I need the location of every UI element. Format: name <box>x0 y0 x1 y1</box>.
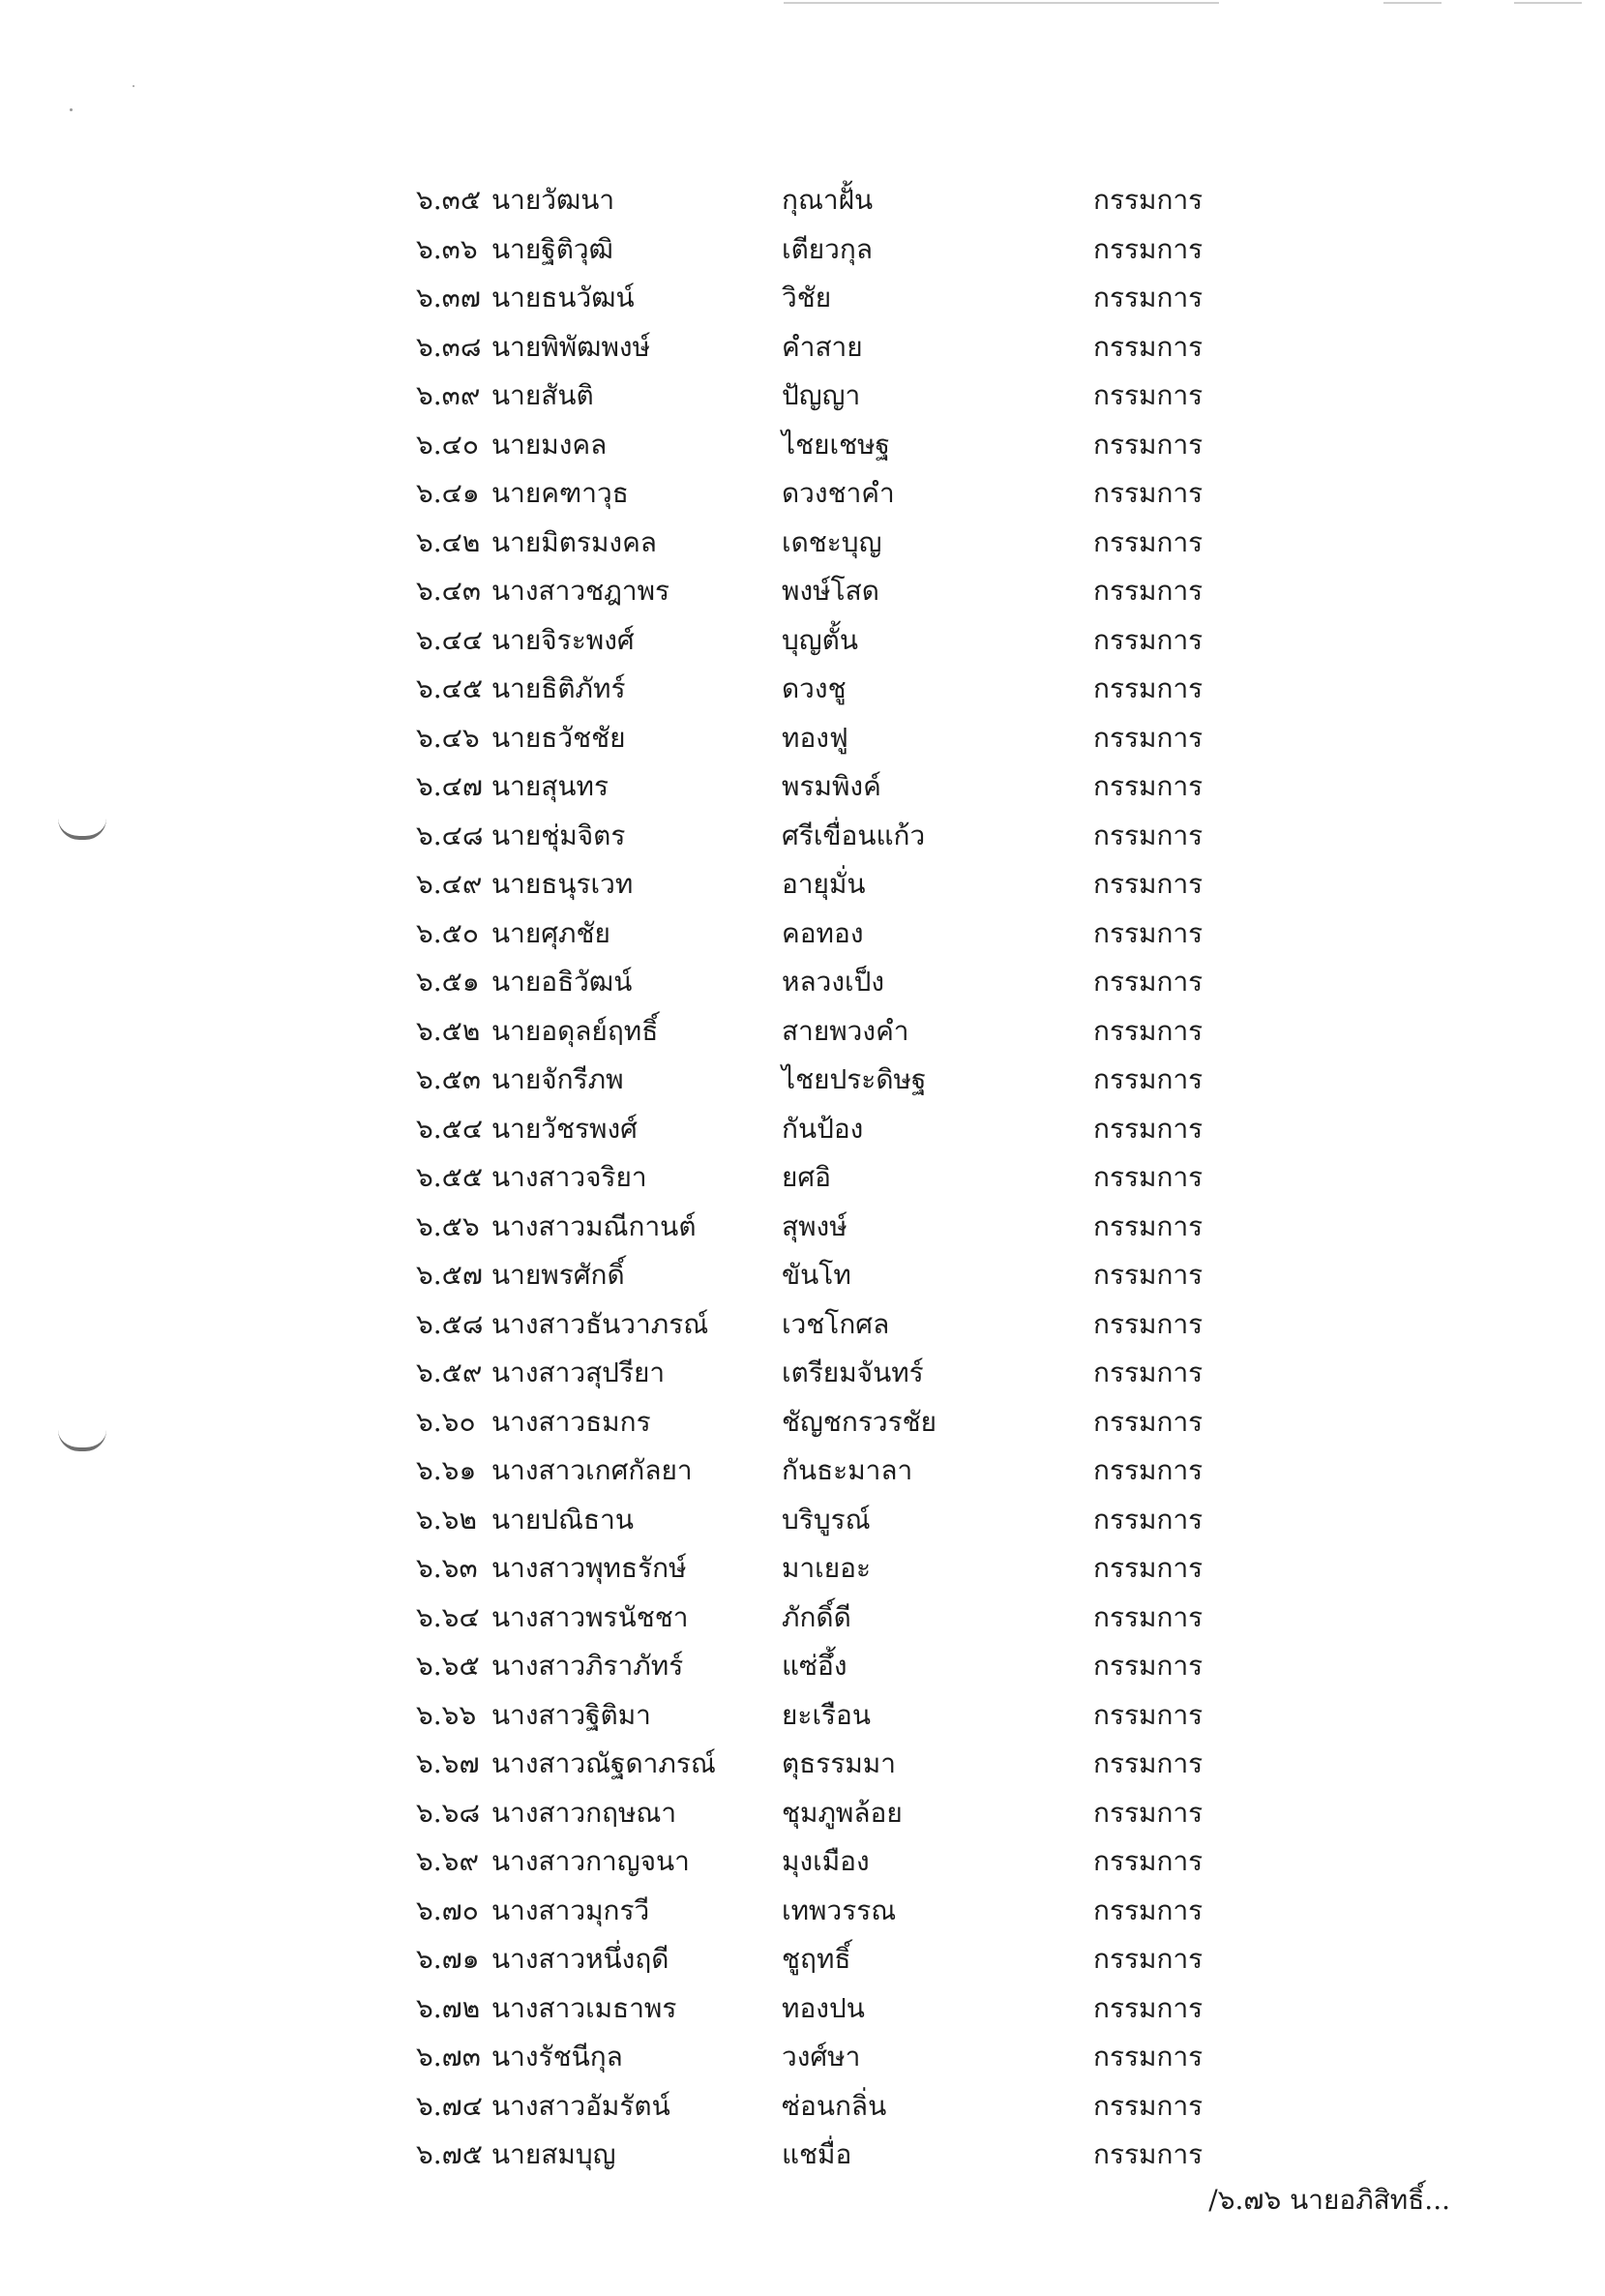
member-row <box>416 421 1287 470</box>
member-row <box>416 176 1287 225</box>
member-row <box>416 1056 1287 1105</box>
member-role: กรรมการ <box>1093 623 1204 656</box>
member-row <box>416 958 1287 1007</box>
member-last-name: แชมื่อ <box>782 2138 852 2171</box>
member-number: ๖.๕๓ <box>416 1063 482 1096</box>
member-number: ๖.๗๑ <box>416 1943 480 1976</box>
member-first-name: นายสุนทร <box>491 770 609 803</box>
member-number: ๖.๗๕ <box>416 2138 483 2171</box>
member-number: ๖.๔๕ <box>416 672 484 705</box>
member-row <box>416 1887 1287 1936</box>
member-row <box>416 1007 1287 1057</box>
member-last-name: ไชยประดิษฐ <box>782 1063 927 1096</box>
member-last-name: ศรีเขื่อนแก้ว <box>782 819 926 851</box>
member-first-name: นางสาวชฎาพร <box>491 575 670 608</box>
member-number: ๖.๗๒ <box>416 1991 481 2024</box>
member-number: ๖.๖๕ <box>416 1650 480 1683</box>
member-role: กรรมการ <box>1093 819 1204 851</box>
member-role: กรรมการ <box>1093 1161 1204 1194</box>
member-number: ๖.๕๔ <box>416 1112 484 1145</box>
member-role: กรรมการ <box>1093 2089 1204 2122</box>
member-last-name: วิชัย <box>782 282 832 314</box>
member-first-name: นางสาวจริยา <box>491 1161 647 1194</box>
member-last-name: ชัญชกรวรชัย <box>782 1405 937 1438</box>
member-row <box>416 1594 1287 1643</box>
member-number: ๖.๕๒ <box>416 1014 481 1047</box>
member-role: กรรมการ <box>1093 1014 1204 1047</box>
member-last-name: สุพงษ์ <box>782 1209 847 1242</box>
member-last-name: กันธะมาลา <box>782 1454 913 1487</box>
member-role: กรรมการ <box>1093 184 1204 217</box>
member-role: กรรมการ <box>1093 916 1204 949</box>
member-first-name: นางสาวพุทธรักษ์ <box>491 1552 687 1585</box>
member-last-name: ตุธรรมมา <box>782 1747 896 1780</box>
member-number: ๖.๓๙ <box>416 379 481 412</box>
member-first-name: นางสาวมณีกานต์ <box>491 1209 697 1242</box>
member-row <box>416 1153 1287 1203</box>
member-number: ๖.๔๔ <box>416 623 484 656</box>
member-number: ๖.๖๔ <box>416 1600 480 1633</box>
member-role: กรรมการ <box>1093 1209 1204 1242</box>
member-role: กรรมการ <box>1093 1357 1204 1389</box>
member-role: กรรมการ <box>1093 1405 1204 1438</box>
member-number: ๖.๔๖ <box>416 721 480 754</box>
member-role: กรรมการ <box>1093 330 1204 363</box>
member-first-name: นางสาวมุกรวี <box>491 1893 650 1926</box>
scan-edge-line <box>1514 2 1582 4</box>
member-number: ๖.๕๑ <box>416 966 480 999</box>
member-role: กรรมการ <box>1093 525 1204 558</box>
member-last-name: ชุมภูพล้อย <box>782 1796 903 1829</box>
member-first-name: นางสาวพรนัชชา <box>491 1600 689 1633</box>
member-first-name: นางรัชนีกุล <box>491 2041 623 2073</box>
member-row <box>416 1203 1287 1252</box>
member-number: ๖.๗๔ <box>416 2089 483 2122</box>
member-last-name: บุญตั้น <box>782 623 858 656</box>
member-number: ๖.๔๐ <box>416 428 479 461</box>
scan-speck <box>70 108 73 111</box>
member-first-name: นายธนวัฒน์ <box>491 282 635 314</box>
member-role: กรรมการ <box>1093 428 1204 461</box>
member-number: ๖.๖๑ <box>416 1454 477 1487</box>
member-role: กรรมการ <box>1093 1893 1204 1926</box>
member-number: ๖.๕๙ <box>416 1357 483 1389</box>
member-role: กรรมการ <box>1093 477 1204 510</box>
member-row <box>416 2033 1287 2082</box>
member-role: กรรมการ <box>1093 1307 1204 1340</box>
member-first-name: นางสาวเมธาพร <box>491 1991 677 2024</box>
member-first-name: นายอธิวัฒน์ <box>491 966 633 999</box>
member-number: ๖.๔๑ <box>416 477 480 510</box>
member-number: ๖.๖๓ <box>416 1552 478 1585</box>
member-first-name: นายพิพัฒพงษ์ <box>491 330 651 363</box>
member-role: กรรมการ <box>1093 232 1204 265</box>
member-first-name: นายสมบุญ <box>491 2138 616 2171</box>
member-role: กรรมการ <box>1093 282 1204 314</box>
member-first-name: นายธวัชชัย <box>491 721 626 754</box>
member-number: ๖.๖๐ <box>416 1405 476 1438</box>
member-role: กรรมการ <box>1093 721 1204 754</box>
member-role: กรรมการ <box>1093 2138 1204 2171</box>
member-first-name: นางสาวเกศกัลยา <box>491 1454 693 1487</box>
member-row <box>416 812 1287 861</box>
member-first-name: นายชุ่มจิตร <box>491 819 626 851</box>
member-number: ๖.๗๐ <box>416 1893 479 1926</box>
member-first-name: นายสันติ <box>491 379 594 412</box>
member-first-name: นายคฑาวุธ <box>491 477 629 510</box>
member-last-name: ซ่อนกลิ่น <box>782 2089 887 2122</box>
member-row <box>416 274 1287 323</box>
member-first-name: นายจิระพงศ์ <box>491 623 635 656</box>
member-number: ๖.๖๖ <box>416 1698 477 1731</box>
member-number: ๖.๓๘ <box>416 330 482 363</box>
member-last-name: ทองปน <box>782 1991 865 2024</box>
member-row <box>416 323 1287 373</box>
member-first-name: นายวัฒนา <box>491 184 615 217</box>
member-row <box>416 2082 1287 2132</box>
member-number: ๖.๓๗ <box>416 282 481 314</box>
scan-edge-line <box>1383 2 1442 4</box>
member-last-name: ชูฤทธิ์ <box>782 1943 851 1976</box>
member-row <box>416 1837 1287 1887</box>
member-row <box>416 665 1287 714</box>
member-row <box>416 1446 1287 1496</box>
member-last-name: ขันโท <box>782 1259 851 1292</box>
member-role: กรรมการ <box>1093 1698 1204 1731</box>
member-first-name: นางสาวณัฐดาภรณ์ <box>491 1747 716 1780</box>
member-last-name: ดวงชาคำ <box>782 477 895 510</box>
member-first-name: นางสาวอัมรัตน์ <box>491 2089 670 2122</box>
member-row <box>416 1496 1287 1545</box>
member-number: ๖.๔๒ <box>416 525 481 558</box>
member-first-name: นายปณิธาน <box>491 1503 634 1536</box>
member-role: กรรมการ <box>1093 1796 1204 1829</box>
member-row <box>416 2131 1287 2180</box>
member-last-name: มุงเมือง <box>782 1845 870 1878</box>
member-first-name: นายธนุรเวท <box>491 868 634 901</box>
member-number: ๖.๕๕ <box>416 1161 484 1194</box>
member-last-name: พงษ์โสด <box>782 575 879 608</box>
member-number: ๖.๖๘ <box>416 1796 481 1829</box>
scan-edge-line <box>784 2 1219 4</box>
member-first-name: นายจักรีภพ <box>491 1063 624 1096</box>
member-number: ๖.๗๓ <box>416 2041 481 2073</box>
member-first-name: นางสาวภิราภัทร์ <box>491 1650 684 1683</box>
member-row <box>416 519 1287 568</box>
member-last-name: หลวงเป็ง <box>782 966 885 999</box>
member-last-name: สายพวงคำ <box>782 1014 909 1047</box>
member-role: กรรมการ <box>1093 868 1204 901</box>
member-first-name: นายวัชรพงศ์ <box>491 1112 638 1145</box>
member-number: ๖.๕๖ <box>416 1209 480 1242</box>
member-first-name: นายฐิติวุฒิ <box>491 232 613 265</box>
member-row <box>416 1740 1287 1789</box>
member-role: กรรมการ <box>1093 770 1204 803</box>
member-role: กรรมการ <box>1093 1552 1204 1585</box>
member-number: ๖.๔๘ <box>416 819 484 851</box>
member-last-name: เตรียมจันทร์ <box>782 1357 924 1389</box>
member-row <box>416 1544 1287 1594</box>
member-first-name: นางสาวสุปรียา <box>491 1357 666 1389</box>
member-row <box>416 1105 1287 1154</box>
member-first-name: นางสาวหนึ่งฤดี <box>491 1943 669 1976</box>
member-first-name: นางสาวฐิติมา <box>491 1698 651 1731</box>
member-number: ๖.๔๓ <box>416 575 482 608</box>
member-row <box>416 1398 1287 1447</box>
member-last-name: คำสาย <box>782 330 863 363</box>
member-last-name: เวชโกศล <box>782 1307 890 1340</box>
member-row <box>416 372 1287 421</box>
member-role: กรรมการ <box>1093 1503 1204 1536</box>
member-row <box>416 225 1287 275</box>
member-role: กรรมการ <box>1093 1845 1204 1878</box>
member-row <box>416 567 1287 616</box>
member-role: กรรมการ <box>1093 1600 1204 1633</box>
punch-hole-mark <box>58 1430 106 1451</box>
member-first-name: นางสาวกฤษณา <box>491 1796 677 1829</box>
member-number: ๖.๖๗ <box>416 1747 480 1780</box>
member-last-name: เดชะบุญ <box>782 525 882 558</box>
member-number: ๖.๕๘ <box>416 1307 484 1340</box>
member-role: กรรมการ <box>1093 575 1204 608</box>
member-last-name: คอทอง <box>782 916 864 949</box>
member-last-name: เตียวกุล <box>782 232 873 265</box>
member-last-name: ยะเรือน <box>782 1698 872 1731</box>
member-row <box>416 1935 1287 1984</box>
member-role: กรรมการ <box>1093 1063 1204 1096</box>
member-row <box>416 1984 1287 2034</box>
member-first-name: นายมิตรมงคล <box>491 525 657 558</box>
member-last-name: บริบูรณ์ <box>782 1503 871 1536</box>
member-role: กรรมการ <box>1093 1112 1204 1145</box>
member-number: ๖.๕๗ <box>416 1259 483 1292</box>
member-first-name: นายอดุลย์ฤทธิ์ <box>491 1014 659 1047</box>
member-role: กรรมการ <box>1093 1991 1204 2024</box>
member-first-name: นายศุภชัย <box>491 916 610 949</box>
member-role: กรรมการ <box>1093 1650 1204 1683</box>
member-number: ๖.๔๗ <box>416 770 483 803</box>
member-first-name: นางสาวธันวาภรณ์ <box>491 1307 709 1340</box>
member-role: กรรมการ <box>1093 1747 1204 1780</box>
member-last-name: ไชยเชษฐ <box>782 428 890 461</box>
member-role: กรรมการ <box>1093 1943 1204 1976</box>
member-first-name: นางสาวกาญจนา <box>491 1845 690 1878</box>
committee-member-list <box>416 176 1287 2180</box>
member-role: กรรมการ <box>1093 2041 1204 2073</box>
member-last-name: เทพวรรณ <box>782 1893 897 1926</box>
member-last-name: ทองฟู <box>782 721 848 754</box>
member-row <box>416 762 1287 812</box>
member-first-name: นางสาวธมกร <box>491 1405 651 1438</box>
member-number: ๖.๕๐ <box>416 916 479 949</box>
member-number: ๖.๖๙ <box>416 1845 479 1878</box>
member-row <box>416 616 1287 666</box>
member-row <box>416 1691 1287 1741</box>
member-role: กรรมการ <box>1093 672 1204 705</box>
member-last-name: อายุมั่น <box>782 868 866 901</box>
member-role: กรรมการ <box>1093 1259 1204 1292</box>
punch-hole-mark <box>58 819 106 840</box>
scan-speck <box>133 85 134 87</box>
member-last-name: ปัญญา <box>782 379 861 412</box>
member-last-name: กันป้อง <box>782 1112 864 1145</box>
member-row <box>416 469 1287 519</box>
member-number: ๖.๔๙ <box>416 868 483 901</box>
member-last-name: ยศอิ <box>782 1161 831 1194</box>
member-role: กรรมการ <box>1093 379 1204 412</box>
member-row <box>416 1789 1287 1838</box>
member-row <box>416 860 1287 909</box>
member-last-name: วงศ์ษา <box>782 2041 861 2073</box>
member-first-name: นายพรศักดิ์ <box>491 1259 625 1292</box>
member-row <box>416 909 1287 959</box>
member-last-name: พรมพิงค์ <box>782 770 881 803</box>
member-last-name: ภักดิ์ดี <box>782 1600 851 1633</box>
member-number: ๖.๖๒ <box>416 1503 477 1536</box>
member-number: ๖.๓๕ <box>416 184 482 217</box>
member-role: กรรมการ <box>1093 966 1204 999</box>
member-first-name: นายธิติภัทร์ <box>491 672 626 705</box>
member-role: กรรมการ <box>1093 1454 1204 1487</box>
continuation-note: /๖.๗๖ นายอภิสิทธิ์... <box>1208 2184 1450 2216</box>
member-last-name: แซ่อึ้ง <box>782 1650 847 1683</box>
member-row <box>416 1300 1287 1350</box>
member-row <box>416 714 1287 763</box>
member-number: ๖.๓๖ <box>416 232 478 265</box>
member-row <box>416 1642 1287 1691</box>
member-last-name: กุณาฝั้น <box>782 184 874 217</box>
member-row <box>416 1251 1287 1300</box>
member-last-name: มาเยอะ <box>782 1552 872 1585</box>
member-last-name: ดวงชู <box>782 672 847 705</box>
member-row <box>416 1349 1287 1398</box>
member-first-name: นายมงคล <box>491 428 608 461</box>
